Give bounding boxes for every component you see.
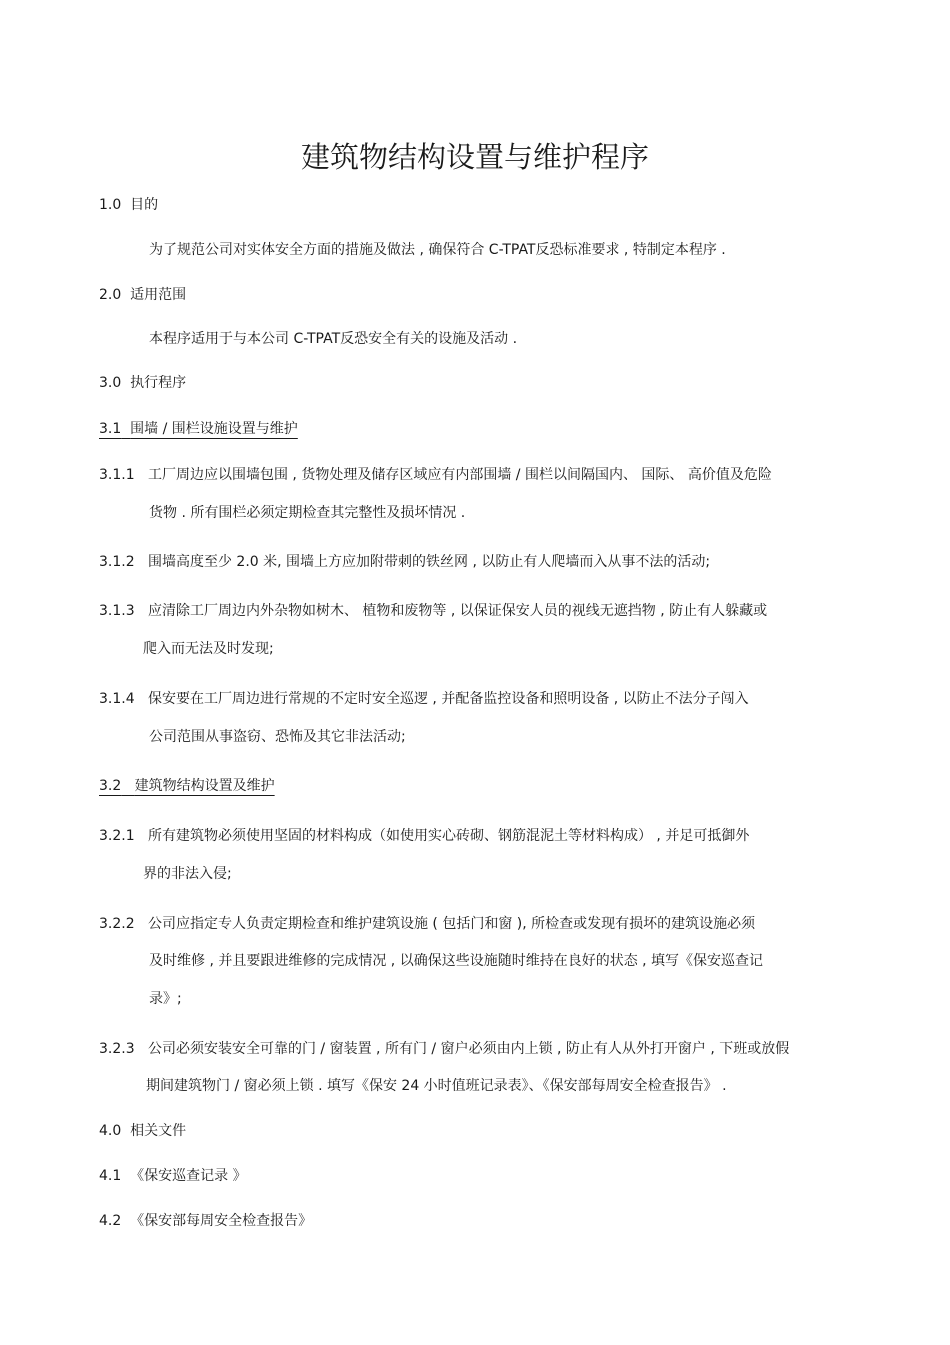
clause-3-2-1-line-2: 界的非法入侵; [143, 866, 232, 882]
reference-title: 《保安部每周安全检查报告》 [130, 1213, 313, 1229]
clause-3-1-4-line-2: 公司范围从事盗窃、恐怖及其它非法活动; [149, 729, 406, 745]
section-3-1-heading [99, 420, 322, 438]
section-number: 3.1 [99, 421, 122, 437]
clause-3-1-1-line-1 [99, 466, 772, 484]
clause-3-1-3-line-2: 爬入而无法及时发现; [143, 641, 274, 657]
clause-3-2-3-line-2: 期间建筑物门 / 窗必须上锁 . 填写《保安 24 小时值班记录表》、《保安部每周安全检查报告》 . [146, 1078, 727, 1094]
reference-title: 《保安巡查记录 》 [130, 1168, 247, 1184]
section-3-2-heading [99, 777, 299, 795]
clause-3-2-2-line-3: 录》; [149, 991, 182, 1007]
section-number: 1.0 [99, 197, 122, 213]
section-2-heading [99, 286, 186, 304]
clause-number: 3.1.1 [99, 467, 135, 483]
clause-number: 3.2.1 [99, 828, 135, 844]
section-number: 3.0 [99, 375, 122, 391]
clause-text: 工厂周边应以围墙包围 , 货物处理及储存区域应有内部围墙 / 围栏以间隔国内、 国际、 高价值及危险 [147, 467, 772, 483]
reference-4-2 [99, 1212, 312, 1230]
document-title: 建筑物结构设置与维护程序 [300, 140, 649, 174]
clause-text: 公司应指定专人负责定期检查和维护建筑设施 ( 包括门和窗 ), 所检查或发现有损坏的建筑设施必须 [147, 916, 756, 932]
section-3-heading [99, 374, 186, 392]
clause-3-1-4-line-1 [99, 690, 749, 708]
clause-number: 3.1.4 [99, 691, 135, 707]
section-title: 执行程序 [130, 375, 187, 391]
reference-4-1 [99, 1167, 247, 1185]
clause-text: 所有建筑物必须使用坚固的材料构成（如使用实心砖砌、钢筋混泥土等材料构成） , 并足可抵御外 [147, 828, 750, 844]
clause-text: 围墙高度至少 2.0 米, 围墙上方应加附带刺的铁丝网 , 以防止有人爬墙而入从事不法的活动; [147, 554, 711, 570]
clause-text: 公司必须安装安全可靠的门 / 窗装置 , 所有门 / 窗户必须由内上锁 , 防止有人从外打开窗户 , 下班或放假 [147, 1041, 790, 1057]
section-number: 4.0 [99, 1123, 122, 1139]
section-title: 相关文件 [130, 1123, 187, 1139]
section-title: 围墙 / 围栏设施设置与维护 [130, 421, 298, 437]
clause-3-2-1-line-1 [99, 827, 749, 845]
clause-text: 应清除工厂周边内外杂物如树木、 植物和废物等 , 以保证保安人员的视线无遮挡物 , 防止有人躲藏或 [147, 603, 768, 619]
section-title: 适用范围 [130, 287, 187, 303]
section-4-heading [99, 1122, 186, 1140]
clause-3-2-2-line-2: 及时维修 , 并且要跟进维修的完成情况 , 以确保这些设施随时维持在良好的状态 , 填写《保安巡查记 [149, 953, 764, 969]
section-2-body: 本程序适用于与本公司 C-TPAT反恐安全有关的设施及活动 . [149, 331, 518, 347]
section-number: 4.2 [99, 1213, 122, 1229]
section-number: 2.0 [99, 287, 122, 303]
clause-3-1-1-line-2: 货物 . 所有围栏必须定期检查其完整性及损坏情况 . [149, 505, 466, 521]
section-title: 建筑物结构设置及维护 [134, 778, 275, 794]
clause-number: 3.2.2 [99, 916, 135, 932]
clause-number: 3.2.3 [99, 1041, 135, 1057]
clause-3-2-3-line-1 [99, 1040, 789, 1058]
section-1-heading [99, 196, 158, 214]
section-title: 目的 [130, 197, 159, 213]
clause-number: 3.1.3 [99, 603, 135, 619]
clause-3-1-3-line-1 [99, 602, 767, 620]
section-number: 4.1 [99, 1168, 122, 1184]
section-number: 3.2 [99, 778, 122, 794]
clause-number: 3.1.2 [99, 554, 135, 570]
clause-3-2-2-line-1 [99, 915, 755, 933]
clause-3-1-2-line-1 [99, 553, 710, 571]
section-1-body: 为了规范公司对实体安全方面的措施及做法 , 确保符合 C-TPAT反恐标准要求 , 特制定本程序 . [149, 242, 726, 258]
clause-text: 保安要在工厂周边进行常规的不定时安全巡逻 , 并配备监控设备和照明设备 , 以防止不法分子闯入 [147, 691, 749, 707]
